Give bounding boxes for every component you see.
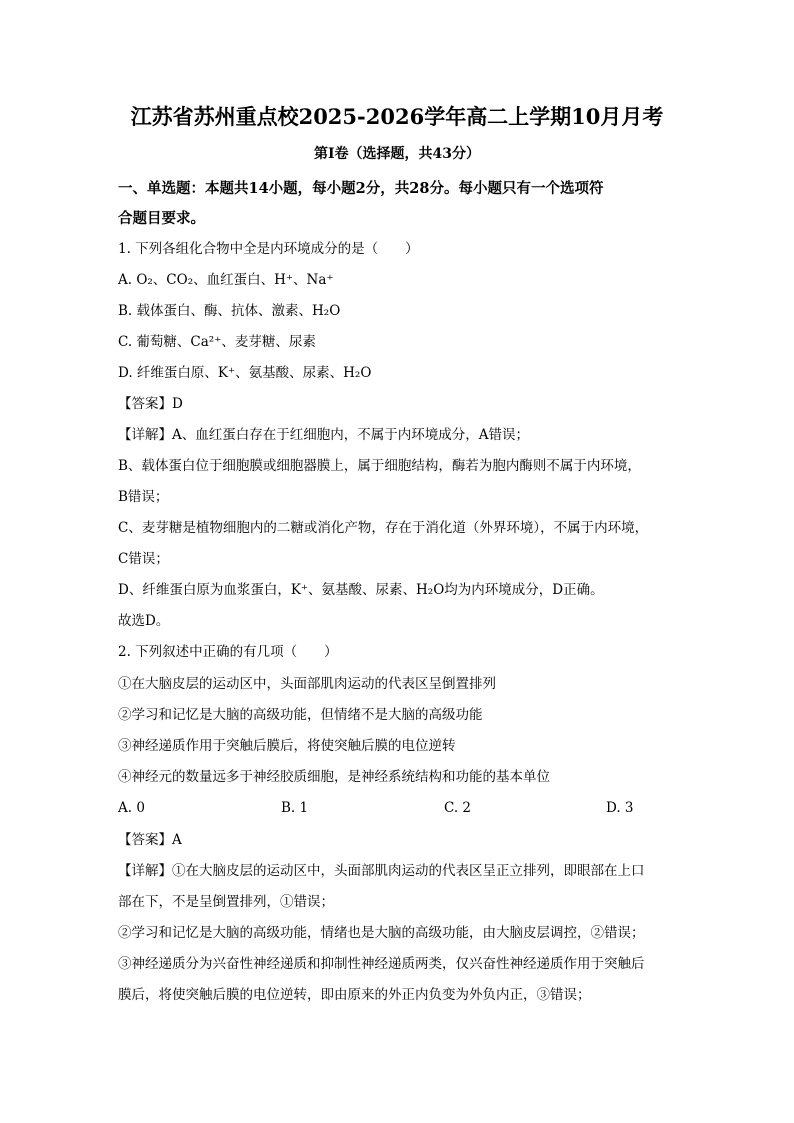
- question-2-statement-1: ①在大脑皮层的运动区中，头面部肌肉运动的代表区呈倒置排列: [118, 676, 496, 692]
- question-1-detail-4: C、麦芽糖是植物细胞内的二糖或消化产物，存在于消化道（外界环境），不属于内环境，: [118, 520, 649, 536]
- question-2-option-a: A. 0: [118, 800, 145, 816]
- question-1-answer: 【答案】D: [118, 396, 183, 412]
- question-1-detail-5: C错误；: [118, 551, 169, 567]
- question-1-detail-2: B、载体蛋白位于细胞膜或细胞器膜上，属于细胞结构，酶若为胞内酶则不属于内环境，: [118, 458, 641, 474]
- question-2-detail-3: ②学习和记忆是大脑的高级功能，情绪也是大脑的高级功能，由大脑皮层调控，②错误；: [118, 925, 645, 941]
- question-2-statement-4: ④神经元的数量远多于神经胶质细胞，是神经系统结构和功能的基本单位: [118, 769, 550, 785]
- question-2-answer: 【答案】A: [118, 832, 182, 848]
- question-1-detail-1: 【详解】A、血红蛋白存在于红细胞内，不属于内环境成分，A错误；: [118, 427, 529, 443]
- question-2-detail-2: 部在下，不是呈倒置排列，①错误；: [118, 894, 334, 910]
- question-1-detail-3: B错误；: [118, 489, 169, 505]
- question-1-option-d: D. 纤维蛋白原、K⁺、氨基酸、尿素、H₂O: [118, 365, 372, 381]
- question-2-statement-2: ②学习和记忆是大脑的高级功能，但情绪不是大脑的高级功能: [118, 707, 483, 723]
- question-2-option-c: C. 2: [444, 800, 472, 816]
- question-2-option-d: D. 3: [606, 800, 634, 816]
- section-subtitle: 第I卷（选择题，共43分）: [313, 146, 481, 162]
- section-heading-line2: 合题目要求。: [118, 210, 205, 227]
- question-2-statement-3: ③神经递质作用于突触后膜后，将使突触后膜的电位逆转: [118, 738, 456, 754]
- question-2-detail-1: 【详解】①在大脑皮层的运动区中，头面部肌肉运动的代表区呈正立排列，即眼部在上口: [118, 863, 645, 879]
- question-1-option-a: A. O₂、CO₂、血红蛋白、H⁺、Na⁺: [118, 272, 334, 288]
- section-heading-line1: 一、单选题：本题共14小题，每小题2分，共28分。每小题只有一个选项符: [118, 180, 604, 197]
- question-2-stem: 2. 下列叙述中正确的有几项（ ）: [118, 644, 338, 660]
- question-1-stem: 1. 下列各组化合物中全是内环境成分的是（ ）: [118, 241, 419, 257]
- question-1-option-b: B. 载体蛋白、酶、抗体、激素、H₂O: [118, 303, 341, 319]
- question-2-options: [0, 800, 794, 818]
- question-2-detail-4: ③神经递质分为兴奋性神经递质和抑制性神经递质两类，仅兴奋性神经递质作用于突触后: [118, 956, 645, 972]
- question-1-option-c: C. 葡萄糖、Ca²⁺、麦芽糖、尿素: [118, 334, 316, 350]
- question-2-detail-5: 膜后，将使突触后膜的电位逆转，即由原来的外正内负变为外负内正，③错误；: [118, 987, 591, 1003]
- question-1-detail-6: D、纤维蛋白原为血浆蛋白，K⁺、氨基酸、尿素、H₂O均为内环境成分，D正确。: [118, 582, 604, 598]
- question-1-detail-7: 故选D。: [118, 613, 170, 629]
- page-title: 江苏省苏州重点校2025-2026学年高二上学期10月月考: [130, 104, 664, 129]
- question-2-option-b: B. 1: [281, 800, 309, 816]
